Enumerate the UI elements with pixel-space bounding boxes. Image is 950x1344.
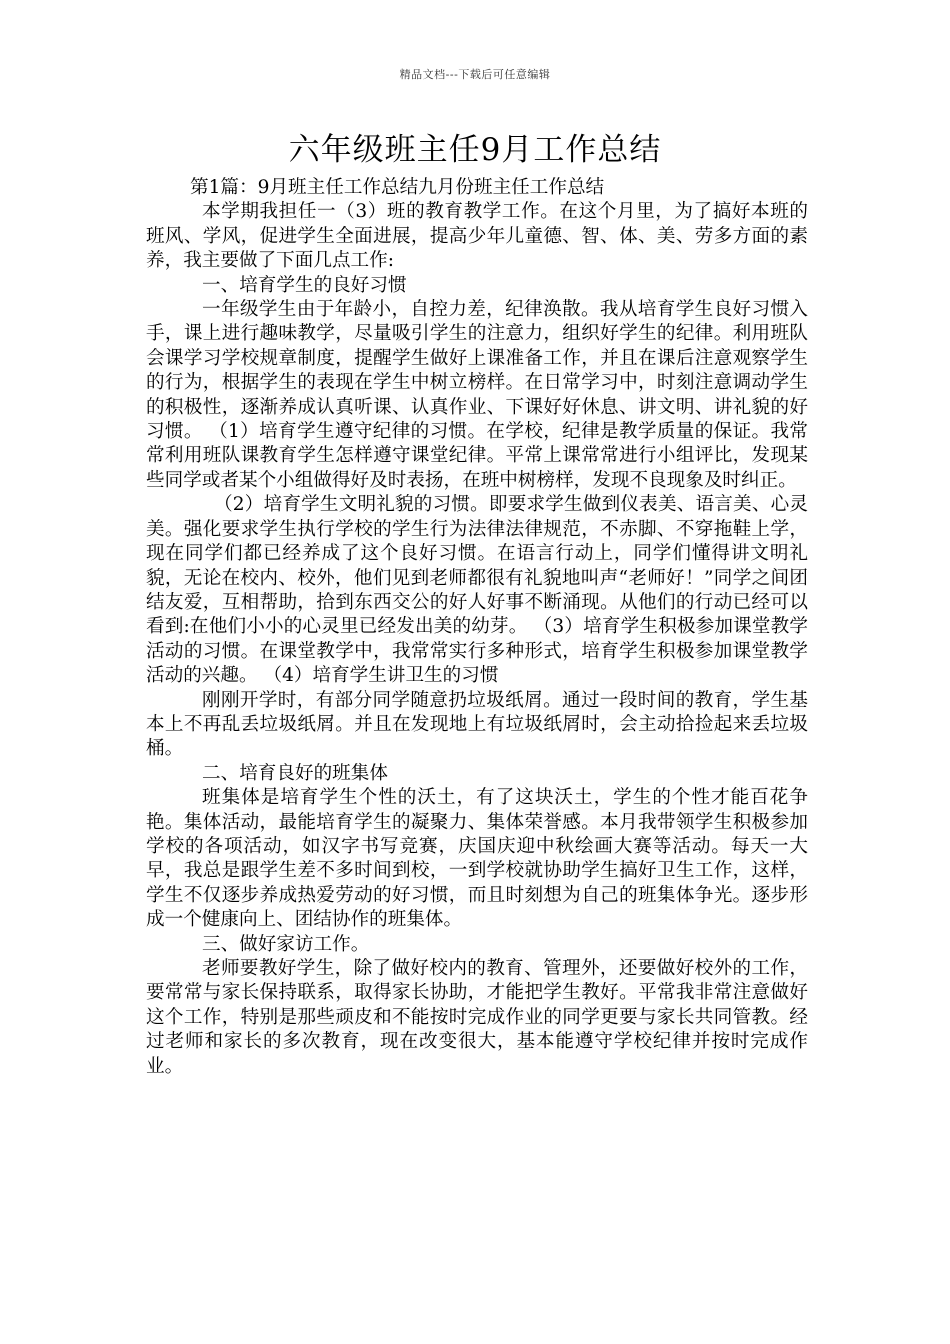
section-heading-3: 三、做好家访工作。	[202, 933, 370, 955]
header-note: 精品文档---下载后可任意编辑	[399, 68, 551, 81]
paragraph-habits: 一年级学生由于年龄小，自控力差，纪律涣散。我从培育学生良好习惯入手，课上进行趣味教学，尽量吸引学生的注意力，组织好学生的纪律。利用班队会课学习学校规章制度，提醒学生做好上课准备工作，并且在课后注意观察学生的行为，根据学生的表现在学生中树立榜样。在日常学习中，时刻注意调动学生的积极性，逐渐养成认真听课、认真作业、下课好好休息、讲文明、讲礼貌的好习惯。 （1）培育学生遵守纪律的习惯。在学校，纪律是教学质量的保证。我常常利用班队课教育学生怎样遵守课堂纪律。平常上课常常进行小组评比，发现某些同学或者某个小组做得好及时表扬，在班中树榜样，发现不良现象及时纠正。	[146, 299, 808, 491]
page-title: 六年级班主任9月工作总结	[288, 132, 662, 168]
section-heading-2: 二、培育良好的班集体	[202, 762, 388, 784]
document-body	[146, 176, 808, 1079]
paragraph-hygiene: 刚刚开学时，有部分同学随意扔垃圾纸屑。通过一段时间的教育，学生基本上不再乱丢垃圾纸屑。并且在发现地上有垃圾纸屑时，会主动拾捡起来丢垃圾桶。	[146, 689, 808, 760]
document-subtitle: 第1篇：9月班主任工作总结九月份班主任工作总结	[190, 177, 605, 198]
paragraph-manners: （2）培育学生文明礼貌的习惯。即要求学生做到仪表美、语言美、心灵美。强化要求学生执行学校的学生行为法律法律规范，不赤脚、不穿拖鞋上学，现在同学们都已经养成了这个良好习惯。在语言行动上，同学们懂得讲文明礼貌，无论在校内、校外，他们见到老师都很有礼貌地叫声“老师好！”同学之间团结友爱，互相帮助，拾到东西交公的好人好事不断涌现。从他们的行动已经可以看到:在他们小小的心灵里已经发出美的幼芽。 （3）培育学生积极参加课堂教学活动的习惯。在课堂教学中，我常常实行多种形式，培育学生积极参加课堂教学活动的兴趣。 （4）培育学生讲卫生的习惯	[146, 494, 808, 687]
paragraph-class-collective: 班集体是培育学生个性的沃土，有了这块沃土，学生的个性才能百花争艳。集体活动，最能培育学生的凝聚力、集体荣誉感。本月我带领学生积极参加学校的各项活动，如汉字书写竞赛，庆国庆迎中秋绘画大赛等活动。每天一大早，我总是跟学生差不多时间到校，一到学校就协助学生搞好卫生工作，这样，学生不仅逐步养成热爱劳动的好习惯，而且时刻想为自己的班集体争光。逐步形成一个健康向上、团结协作的班集体。	[146, 787, 808, 931]
paragraph-home-visits: 老师要教好学生，除了做好校内的教育、管理外，还要做好校外的工作，要常常与家长保持联系，取得家长协助，才能把学生教好。平常我非常注意做好这个工作，特别是那些顽皮和不能按时完成作业的同学更要与家长共同管教。经过老师和家长的多次教育，现在改变很大，基本能遵守学校纪律并按时完成作业。	[146, 958, 808, 1077]
section-heading-1: 一、培育学生的良好习惯	[202, 274, 407, 296]
paragraph-intro: 本学期我担任一（3）班的教育教学工作。在这个月里，为了搞好本班的班风、学风，促进学生全面进展，提高少年儿童德、智、体、美、劳多方面的素养，我主要做了下面几点工作:	[146, 201, 808, 272]
